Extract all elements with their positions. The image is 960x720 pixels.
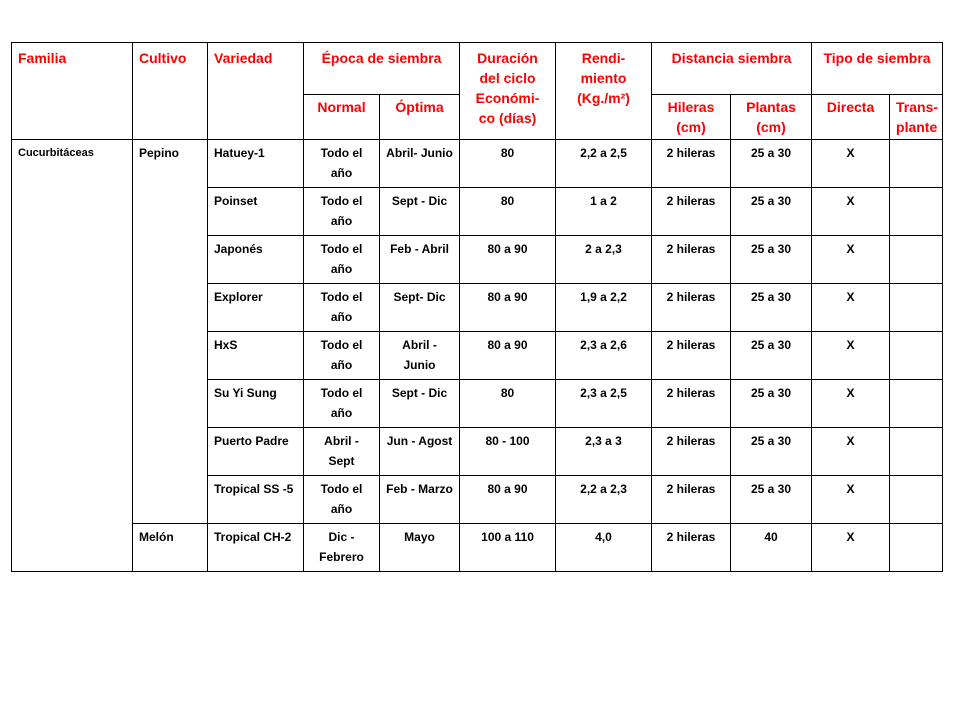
cell-duracion: 80 a 90 [460,332,556,380]
cell-plantas: 25 a 30 [731,380,812,428]
cell-epoca-normal: Abril - Sept [304,428,380,476]
header-distancia-siembra: Distancia siembra [652,43,812,95]
header-directa: Directa [812,95,890,140]
cell-plantas: 25 a 30 [731,236,812,284]
header-duracion: Duración del ciclo Económi- co (días) [460,43,556,140]
cell-rendimiento: 2,3 a 3 [556,428,652,476]
cell-epoca-optima: Abril- Junio [380,140,460,188]
cell-variedad: Tropical CH-2 [208,524,304,572]
header-trasplante: Trans- plante [890,95,943,140]
cell-directa: X [812,188,890,236]
cell-epoca-optima: Abril - Junio [380,332,460,380]
cell-variedad: Poinset [208,188,304,236]
cell-cultivo: Melón [133,524,208,572]
cell-epoca-normal: Todo el año [304,140,380,188]
cell-epoca-normal: Todo el año [304,188,380,236]
cell-hileras: 2 hileras [652,284,731,332]
cell-hileras: 2 hileras [652,428,731,476]
cell-epoca-optima: Sept- Dic [380,284,460,332]
cell-hileras: 2 hileras [652,332,731,380]
cell-rendimiento: 1,9 a 2,2 [556,284,652,332]
cell-epoca-optima: Feb - Abril [380,236,460,284]
cell-directa: X [812,380,890,428]
cell-epoca-optima: Sept - Dic [380,188,460,236]
cell-variedad: Explorer [208,284,304,332]
cell-plantas: 25 a 30 [731,140,812,188]
cell-directa: X [812,284,890,332]
cell-epoca-optima: Mayo [380,524,460,572]
cell-directa: X [812,524,890,572]
cell-variedad: Japonés [208,236,304,284]
cell-duracion: 80 [460,140,556,188]
cell-hileras: 2 hileras [652,236,731,284]
cell-hileras: 2 hileras [652,380,731,428]
cell-plantas: 25 a 30 [731,428,812,476]
cell-rendimiento: 2,2 a 2,5 [556,140,652,188]
header-plantas: Plantas (cm) [731,95,812,140]
table-header [12,43,943,140]
cell-trasplante [890,284,943,332]
cell-plantas: 25 a 30 [731,476,812,524]
cell-duracion: 80 [460,380,556,428]
cell-duracion: 80 a 90 [460,236,556,284]
cell-familia: Cucurbitáceas [12,140,133,572]
cell-plantas: 40 [731,524,812,572]
header-tipo-siembra: Tipo de siembra [812,43,943,95]
cell-epoca-optima: Sept - Dic [380,380,460,428]
cell-duracion: 80 a 90 [460,284,556,332]
cell-rendimiento: 2 a 2,3 [556,236,652,284]
cell-epoca-normal: Todo el año [304,380,380,428]
header-epoca-siembra: Época de siembra [304,43,460,95]
cell-trasplante [890,236,943,284]
cell-duracion: 80 a 90 [460,476,556,524]
cell-duracion: 80 [460,188,556,236]
cell-epoca-optima: Feb - Marzo [380,476,460,524]
cell-rendimiento: 2,2 a 2,3 [556,476,652,524]
cell-trasplante [890,380,943,428]
table-row [12,140,943,188]
cell-variedad: Su Yi Sung [208,380,304,428]
cell-epoca-optima: Jun - Agost [380,428,460,476]
cell-trasplante [890,332,943,380]
cell-trasplante [890,140,943,188]
cell-trasplante [890,428,943,476]
table-row [12,524,943,572]
cell-epoca-normal: Todo el año [304,284,380,332]
cell-plantas: 25 a 30 [731,284,812,332]
cell-rendimiento: 2,3 a 2,6 [556,332,652,380]
header-normal: Normal [304,95,380,140]
cell-hileras: 2 hileras [652,524,731,572]
cell-variedad: HxS [208,332,304,380]
cell-directa: X [812,140,890,188]
header-cultivo: Cultivo [133,43,208,140]
cell-epoca-normal: Dic - Febrero [304,524,380,572]
crop-table [11,42,943,572]
cell-directa: X [812,332,890,380]
cell-duracion: 100 a 110 [460,524,556,572]
cell-plantas: 25 a 30 [731,188,812,236]
cell-directa: X [812,236,890,284]
cell-duracion: 80 - 100 [460,428,556,476]
cell-rendimiento: 4,0 [556,524,652,572]
cell-variedad: Puerto Padre [208,428,304,476]
header-hileras: Hileras (cm) [652,95,731,140]
cell-variedad: Tropical SS -5 [208,476,304,524]
cell-cultivo: Pepino [133,140,208,524]
cell-directa: X [812,476,890,524]
table-body [12,140,943,572]
cell-epoca-normal: Todo el año [304,476,380,524]
cell-hileras: 2 hileras [652,188,731,236]
header-variedad: Variedad [208,43,304,140]
header-familia: Familia [12,43,133,140]
header-row-top [12,43,943,95]
cell-epoca-normal: Todo el año [304,332,380,380]
cell-trasplante [890,476,943,524]
cell-hileras: 2 hileras [652,476,731,524]
header-rendimiento: Rendi- miento (Kg./m²) [556,43,652,140]
cell-variedad: Hatuey-1 [208,140,304,188]
cell-rendimiento: 2,3 a 2,5 [556,380,652,428]
cell-hileras: 2 hileras [652,140,731,188]
cell-epoca-normal: Todo el año [304,236,380,284]
cell-directa: X [812,428,890,476]
header-optima: Óptima [380,95,460,140]
cell-trasplante [890,188,943,236]
cell-plantas: 25 a 30 [731,332,812,380]
cell-rendimiento: 1 a 2 [556,188,652,236]
cell-trasplante [890,524,943,572]
